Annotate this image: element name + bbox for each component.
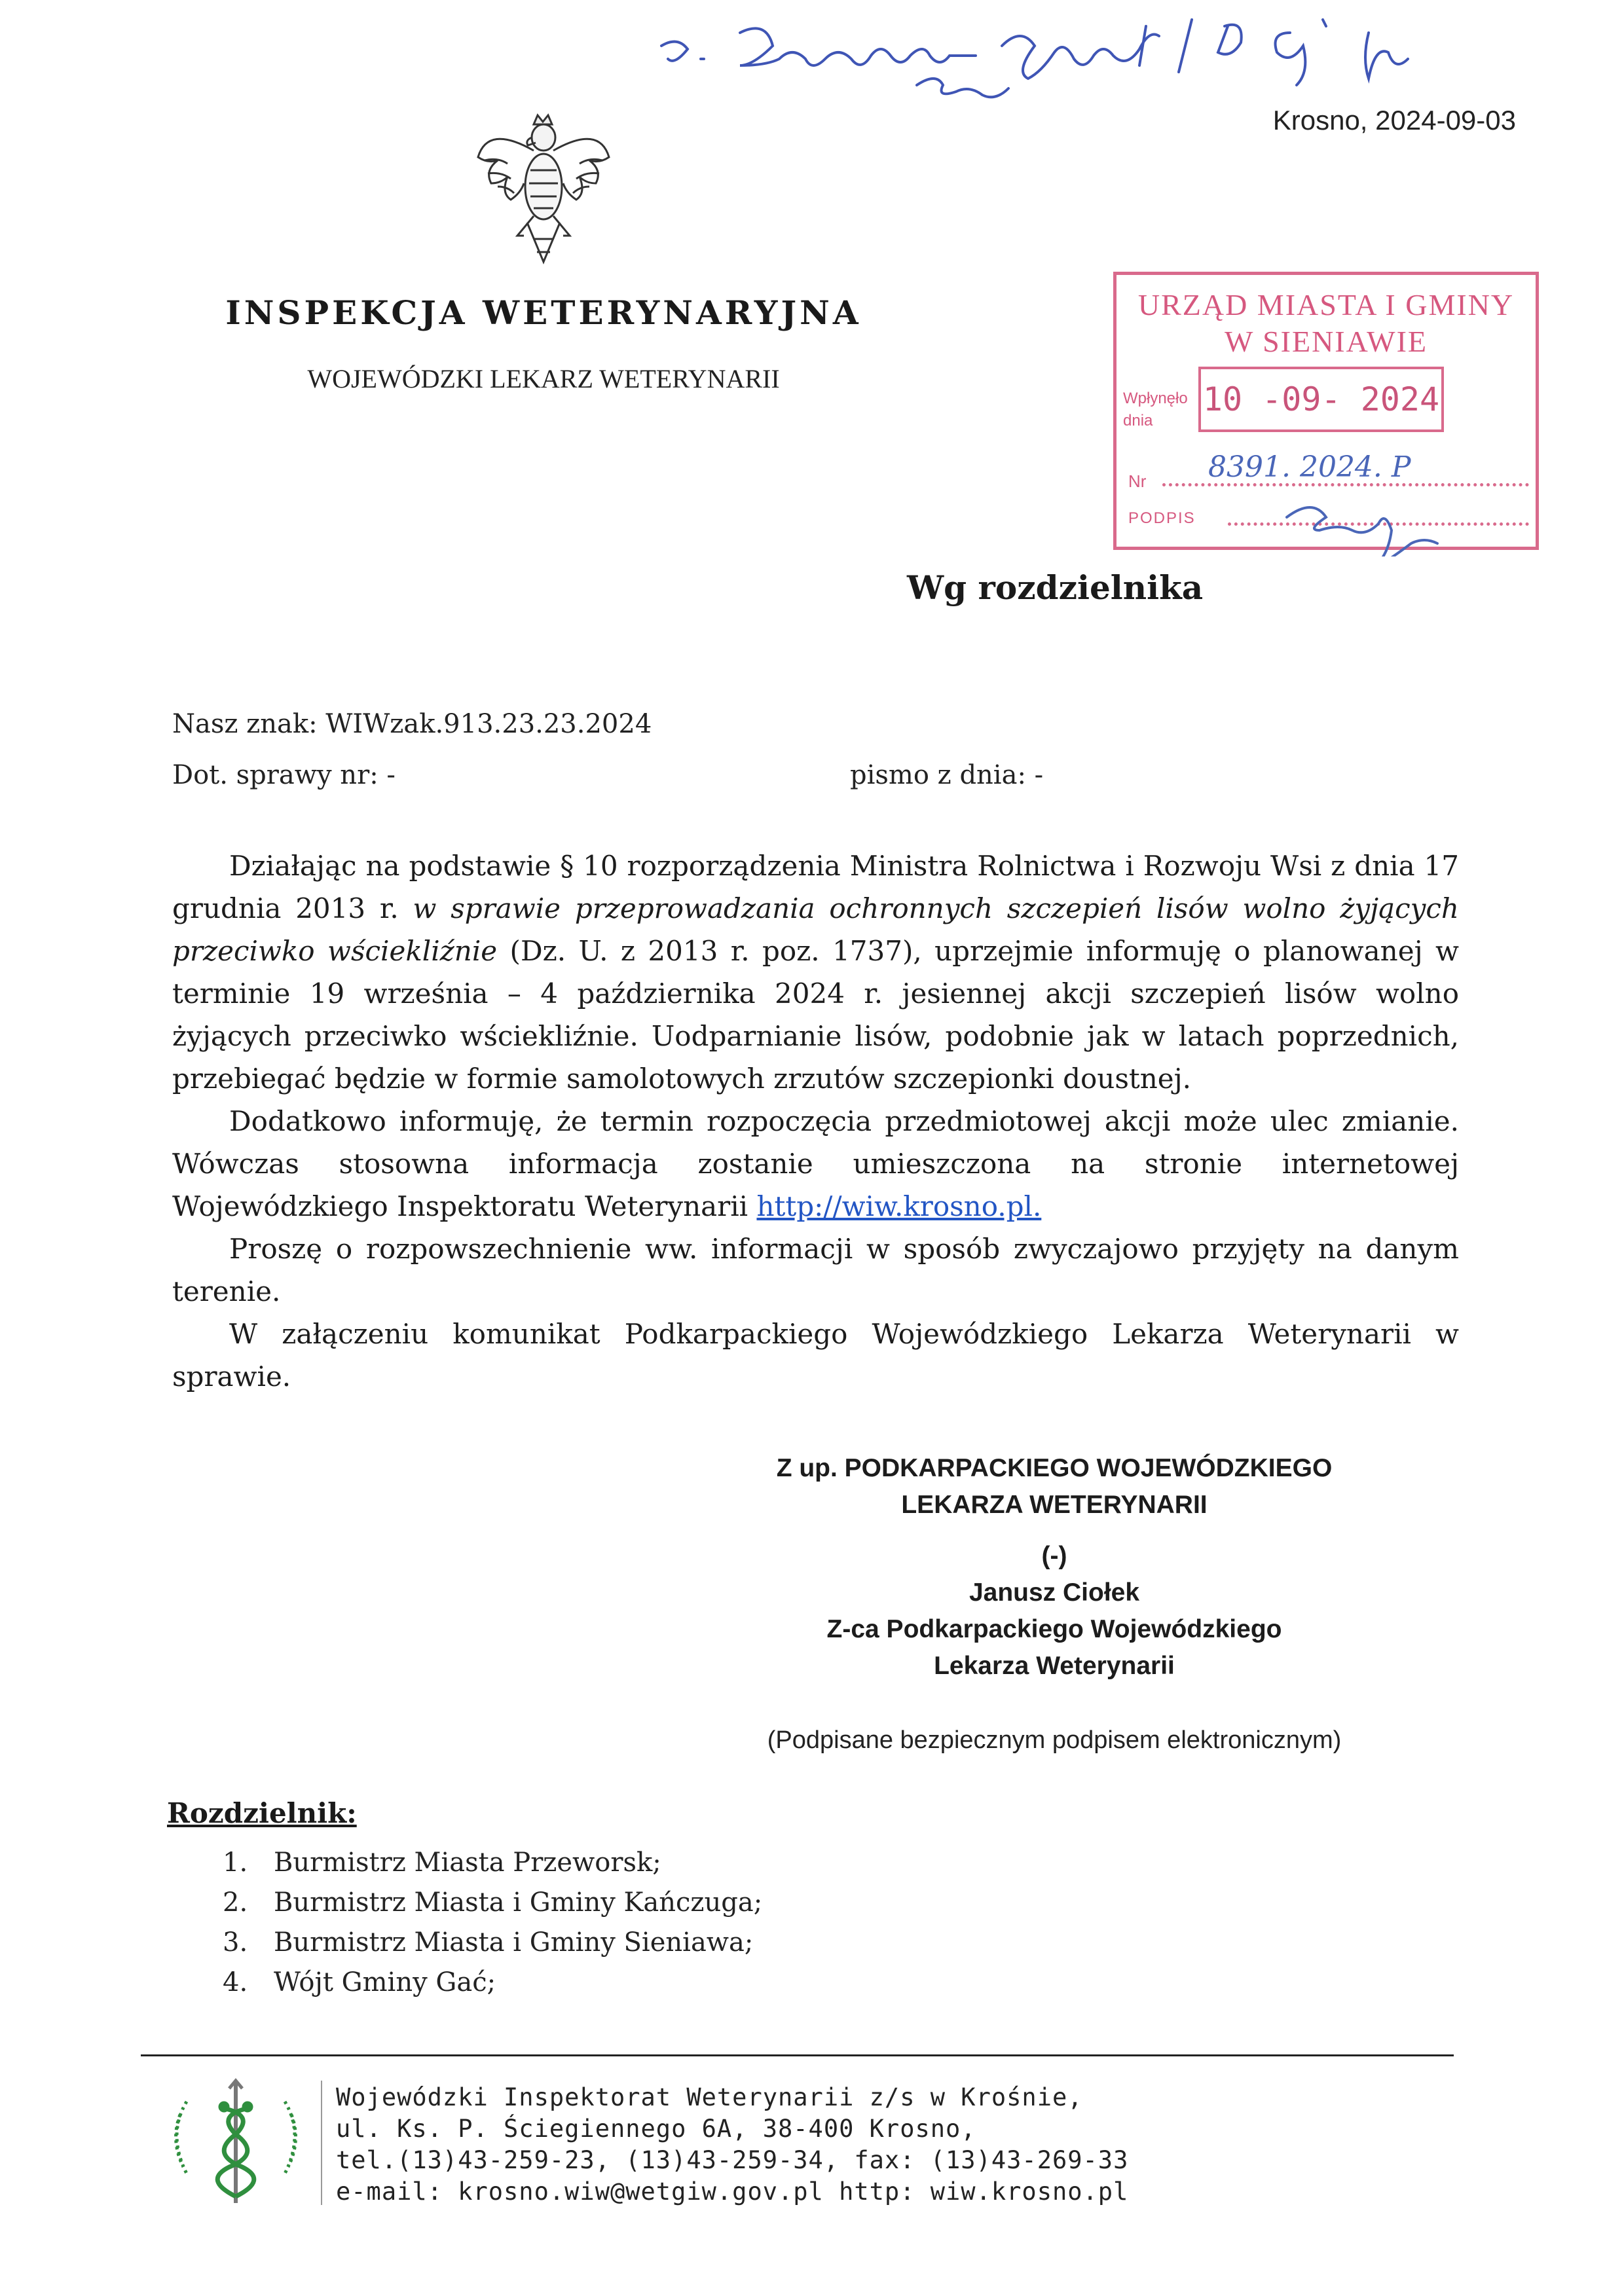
- distribution-list: [223, 1843, 762, 2003]
- stamp-received-date: 10 -09- 2024: [1198, 367, 1444, 432]
- list-number: 1.: [223, 1848, 248, 1878]
- list-item: [223, 1883, 762, 1923]
- signatory-title: Lekarza Weterynarii: [934, 1652, 1175, 1680]
- stamp-nr-value: 8391. 2024. P: [1208, 450, 1411, 484]
- signature-line: Z up. PODKARPACKIEGO WOJEWÓDZKIEGO: [776, 1454, 1333, 1482]
- our-reference: Nasz znak: WIWzak.913.23.23.2024: [172, 709, 652, 739]
- stamp-received-word: Wpłynęło: [1123, 390, 1188, 407]
- list-item: [223, 1843, 762, 1883]
- stamp-signature-label: PODPIS: [1128, 509, 1196, 527]
- footer-line: tel.(13)43-259-23, (13)43-259-34, fax: (13)43-269-33: [336, 2146, 1129, 2174]
- letter-date: Krosno, 2024-09-03: [1272, 105, 1516, 136]
- list-text: Wójt Gminy Gać;: [274, 1967, 496, 1997]
- signatory-title: Z-ca Podkarpackiego Wojewódzkiego: [826, 1615, 1282, 1643]
- body-paragraph: [172, 845, 1459, 1100]
- electronic-signature-note: (Podpisane bezpiecznym podpisem elektronicznym): [767, 1726, 1342, 1754]
- list-number: 4.: [223, 1967, 248, 1997]
- footer-line: e-mail: krosno.wiw@wetgiw.gov.pl http: wiw.krosno.pl: [336, 2178, 1129, 2206]
- veterinary-caduceus-logo-icon: [164, 2075, 308, 2213]
- addressee: Wg rozdzielnika: [907, 568, 1204, 607]
- footer-divider: [321, 2081, 322, 2205]
- footer-rule: [141, 2054, 1454, 2056]
- body-paragraph: [172, 1100, 1459, 1228]
- organization-name: INSPEKCJA WETERYNARYJNA: [225, 293, 862, 332]
- list-item: [223, 1923, 762, 1963]
- letter-reference-date: pismo z dnia: -: [850, 760, 1044, 790]
- stamp-received-word: dnia: [1123, 412, 1153, 429]
- footer-line: ul. Ks. P. Ściegiennego 6A, 38-400 Krosno,: [336, 2115, 976, 2143]
- letter-body: [172, 845, 1459, 1398]
- list-item: [223, 1963, 762, 2003]
- regulation-title: w sprawie przeprowadzania ochronnych szczepień lisów wolno żyjących przeciwko wściekliźnie: [172, 892, 1459, 967]
- handwritten-annotation: [648, 13, 1460, 111]
- list-number: 2.: [223, 1887, 248, 1918]
- stamp-office-name: [1116, 287, 1536, 360]
- body-paragraph: W załączeniu komunikat Podkarpackiego Wojewódzkiego Lekarza Weterynarii w sprawie.: [172, 1318, 1459, 1393]
- registration-stamp: [1113, 272, 1539, 550]
- list-text: Burmistrz Miasta i Gminy Kańczuga;: [274, 1887, 763, 1918]
- signature-line: LEKARZA WETERYNARII: [901, 1491, 1208, 1519]
- case-number: Dot. sprawy nr: -: [172, 760, 396, 790]
- body-text-span: Dodatkowo informuję, że termin rozpoczęcia przedmiotowej akcji może ulec zmianie. Wówczas stosowna informacja zostanie umieszczona na stronie internetowej Wojewódzkiego Inspektoratu Weterynarii: [172, 1105, 1459, 1222]
- body-paragraph: Proszę o rozpowszechnienie ww. informacji w sposób zwyczajowo przyjęty na danym terenie.: [172, 1233, 1459, 1307]
- website-link[interactable]: http://wiw.krosno.pl.: [756, 1190, 1042, 1222]
- stamp-nr-label: Nr: [1128, 471, 1147, 491]
- eagle-emblem-icon: [471, 98, 616, 268]
- stamp-office-line: W SIENIAWIE: [1225, 325, 1428, 358]
- organization-subtitle: WOJEWÓDZKI LEKARZ WETERYNARII: [307, 364, 780, 393]
- list-text: Burmistrz Miasta Przeworsk;: [274, 1848, 661, 1878]
- stamp-signature-icon: [1280, 491, 1450, 556]
- stamp-office-line: URZĄD MIASTA I GMINY: [1137, 288, 1515, 321]
- footer-contact: [336, 2082, 1128, 2208]
- body-text-span: Działając na podstawie § 10 rozporządzenia Ministra Rolnictwa i Rozwoju Wsi z dnia 17 grudnia 2013 r.: [172, 850, 1459, 924]
- signature-line: (-): [1041, 1542, 1067, 1570]
- body-text-span: (Dz. U. z 2013 r. poz. 1737), uprzejmie informuję o planowanej w terminie 19 września – 4 października 2024 r. jesiennej akcji szczepień lisów wolno żyjących przeciwko wściekliźnie. Uodparnianie lisów, podobnie jak w latach poprzednich, przebiegać będzie w formie samolotowych zrzutów szczepionki doustnej.: [172, 935, 1459, 1095]
- list-number: 3.: [223, 1927, 248, 1958]
- signatory-name: Janusz Ciołek: [969, 1578, 1140, 1607]
- list-text: Burmistrz Miasta i Gminy Sieniawa;: [274, 1927, 754, 1958]
- distribution-heading: Rozdzielnik:: [167, 1797, 357, 1829]
- footer-line: Wojewódzki Inspektorat Weterynarii z/s w Krośnie,: [336, 2083, 1083, 2111]
- stamp-received-label: [1123, 388, 1188, 432]
- signature-block: [694, 1450, 1414, 1685]
